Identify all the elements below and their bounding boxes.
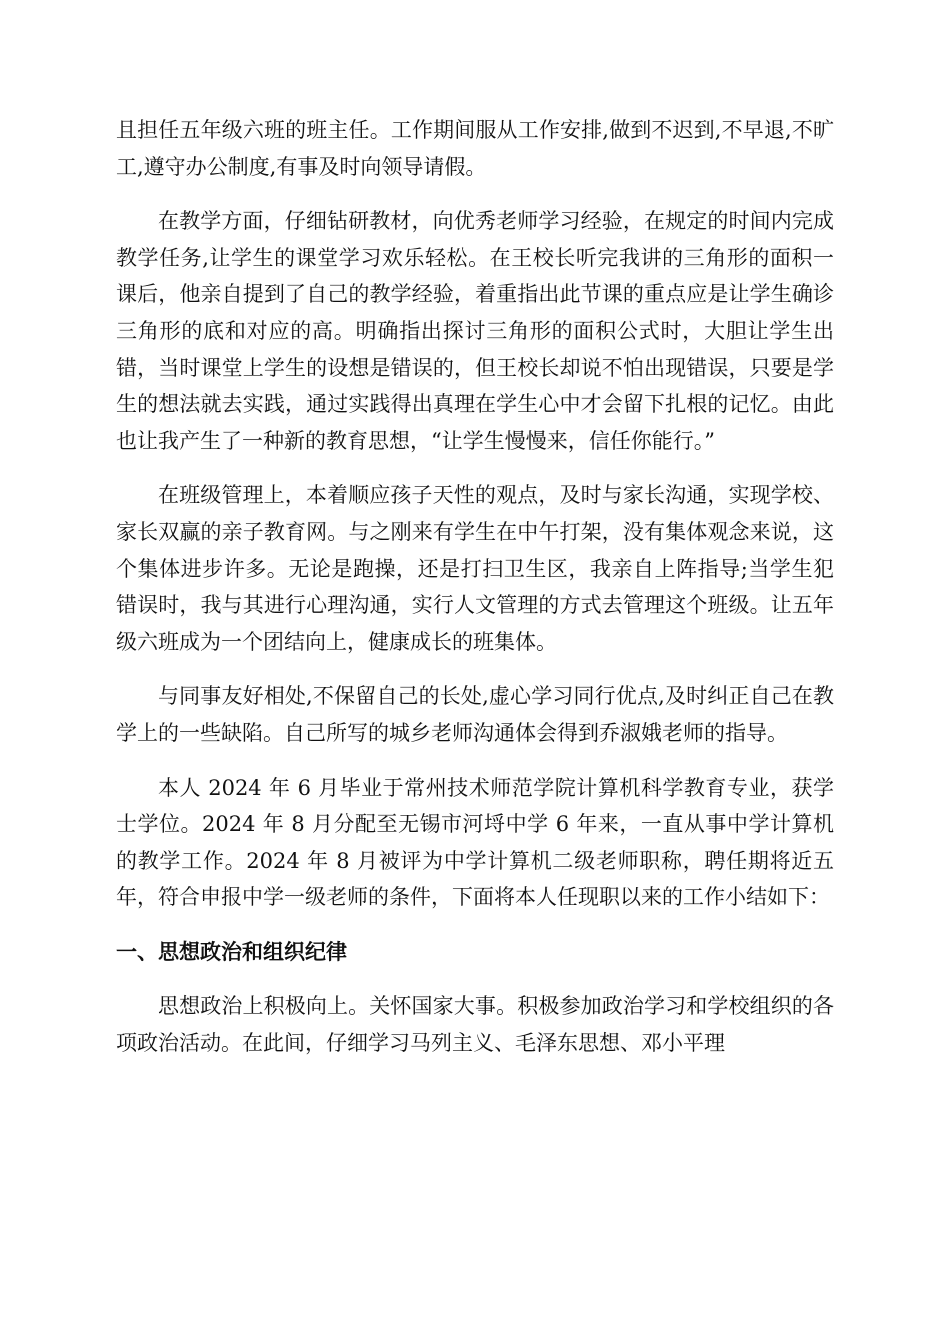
paragraph-background: 本人 2024 年 6 月毕业于常州技术师范学院计算机科学教育专业，获学士学位。2024 年 8 月分配至无锡市河埒中学 6 年来，一直从事中学计算机的教学工作。2024 年 8 月被评为中学计算机二级老师职称，聘任期将近五年，符合申报中学一级老师的条件，下面将本人任现职以来的工作小结如下： (116, 775, 834, 910)
document-body (116, 112, 834, 1080)
paragraph-politics: 思想政治上积极向上。关怀国家大事。积极参加政治学习和学校组织的各项政治活动。在此间，仔细学习马列主义、毛泽东思想、邓小平理 (116, 994, 834, 1056)
paragraph-teaching: 在教学方面，仔细钻研教材，向优秀老师学习经验，在规定的时间内完成教学任务,让学生的课堂学习欢乐轻松。在王校长听完我讲的三角形的面积一课后，他亲自提到了自己的教学经验，着重指出此节课的重点应是让学生确诊三角形的底和对应的高。明确指出探讨三角形的面积公式时，大胆让学生出错，当时课堂上学生的设想是错误的，但王校长却说不怕出现错误，只要是学生的想法就去实践，通过实践得出真理在学生心中才会留下扎根的记忆。由此也让我产生了一种新的教育思想，“让学生慢慢来，信任你能行。” (116, 209, 834, 453)
paragraph-class-teacher: 且担任五年级六班的班主任。工作期间服从工作安排,做到不迟到,不早退,不旷工,遵守办公制度,有事及时向领导请假。 (116, 118, 834, 179)
paragraph-colleagues: 与同事友好相处,不保留自己的长处,虚心学习同行优点,及时纠正自己在教学上的一些缺陷。自己所写的城乡老师沟通体会得到乔淑娥老师的指导。 (116, 684, 834, 745)
paragraph-class-management: 在班级管理上，本着顺应孩子天性的观点，及时与家长沟通，实现学校、家长双赢的亲子教育网。与之刚来有学生在中午打架，没有集体观念来说，这个集体进步许多。无论是跑操，还是打扫卫生区，我亲自上阵指导;当学生犯错误时，我与其进行心理沟通，实行人文管理的方式去管理这个班级。让五年级六班成为一个团结向上，健康成长的班集体。 (116, 483, 834, 654)
section-heading: 一、思想政治和组织纪律 (116, 939, 347, 964)
